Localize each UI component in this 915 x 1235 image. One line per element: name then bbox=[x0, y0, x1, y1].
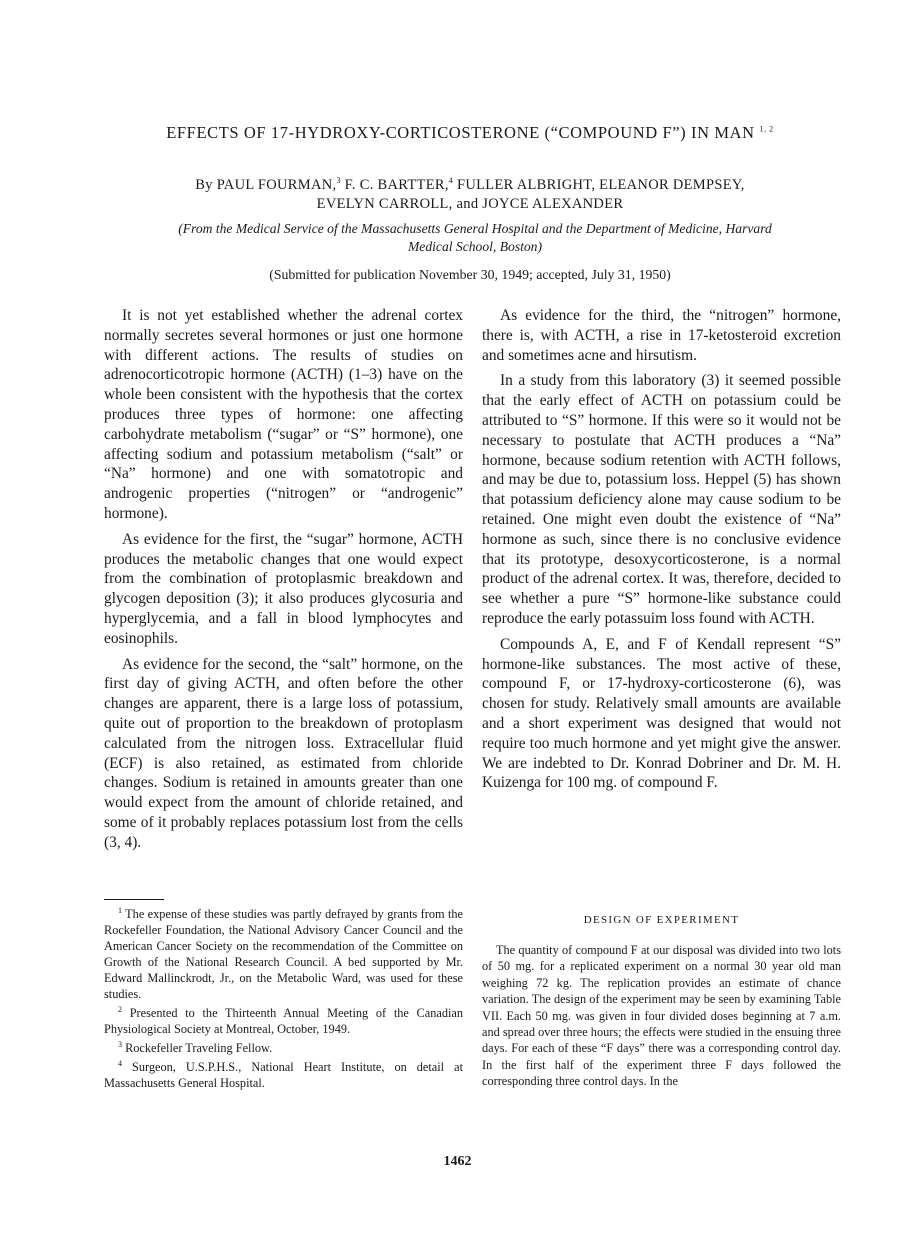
footnote-text: Presented to the Thirteenth Annual Meeting of the Canadian Physiological Society at Montreal, October, 1949. bbox=[104, 1006, 463, 1036]
footnote-text: Rockefeller Traveling Fellow. bbox=[125, 1041, 273, 1055]
authors-rest: FULLER ALBRIGHT, ELEANOR DEMPSEY, EVELYN CARROLL, and JOYCE ALEXANDER bbox=[316, 177, 745, 212]
left-column bbox=[104, 306, 463, 859]
footnote-3 bbox=[104, 1040, 463, 1056]
page-number: 1462 bbox=[443, 1154, 472, 1169]
affiliation: (From the Medical Service of the Massachusetts General Hospital and the Department of Medicine, Harvard Medical School, Boston) bbox=[178, 221, 772, 254]
section-heading: DESIGN OF EXPERIMENT bbox=[583, 914, 740, 926]
body-paragraph: It is not yet established whether the adrenal cortex normally secretes several hormones or just one hormone with different actions. The results of studies on adrenocorticotropic hormone (ACTH) (1–3) have on the whole been consistent with the hypothesis that the cortex produces three types of hormone: one affecting carbohydrate metabolism (“sugar” or “S” hormone), one affecting sodium and potassium metabolism (“salt” or “Na” hormone) and one with somatotropic and androgenic properties (“nitrogen” or “androgenic” hormone). bbox=[104, 307, 463, 522]
authors-by: By bbox=[195, 177, 213, 193]
footnote-2 bbox=[104, 1005, 463, 1037]
body-paragraph: As evidence for the first, the “sugar” hormone, ACTH produces the metabolic changes that one would expect from the combination of protoplasmic breakdown and glycogen deposition (3); it also produces glycosuria and hyperglycemia, and a fall in blood lymphocytes and eosinophils. bbox=[104, 530, 463, 647]
title-footnote-marks: 1, 2 bbox=[759, 124, 774, 134]
design-section bbox=[482, 942, 841, 1090]
body-paragraph: Compounds A, E, and F of Kendall represent “S” hormone-like substances. The most active of these, compound F, or 17-hydroxy-corticosterone (6), was chosen for study. Relatively small amounts are available and a short experiment was designed that would not require too much hormone and yet might give the answer. We are indebted to Dr. Konrad Dobriner and Dr. M. H. Kuizenga for 100 mg. of compound F. bbox=[482, 635, 841, 792]
footnote-4 bbox=[104, 1059, 463, 1091]
footnote-text: The expense of these studies was partly defrayed by grants from the Rockefeller Foundation, the National Advisory Cancer Council and the American Cancer Society on the recommendation of the Committee on Growth of the National Research Council. A bed supported by Mr. Edward Mallinckrodt, Jr., on the Metabolic Ward, was used for these studies. bbox=[104, 907, 463, 1001]
footnote-mark: 1 bbox=[118, 905, 122, 915]
submission-dates: (Submitted for publication November 30, 1949; accepted, July 31, 1950) bbox=[269, 267, 671, 282]
footnotes bbox=[104, 906, 463, 1094]
footnote-mark: 2 bbox=[118, 1004, 122, 1014]
footnote-1 bbox=[104, 906, 463, 1002]
author-2-note: 4 bbox=[448, 176, 454, 186]
article-title-text: EFFECTS OF 17-HYDROXY-CORTICOSTERONE (“COMPOUND F”) IN MAN bbox=[166, 123, 755, 142]
right-column bbox=[482, 306, 841, 799]
author-1: PAUL FOURMAN, bbox=[216, 177, 337, 193]
footnote-rule bbox=[104, 899, 164, 900]
author-1-note: 3 bbox=[336, 176, 341, 186]
author-2: F. C. BARTTER, bbox=[340, 177, 449, 193]
author-list bbox=[180, 176, 760, 214]
body-paragraph: As evidence for the third, the “nitrogen” hormone, there is, with ACTH, a rise in 17-ketosteroid excretion and sometimes acne and hirsutism. bbox=[482, 307, 841, 364]
body-paragraph: In a study from this laboratory (3) it seemed possible that the early effect of ACTH on potassium could be attributed to “S” hormone. If this were so it would not be necessary to postulate that ACTH produces a “Na” hormone, because sodium retention with ACTH follows, and may be due to, potassium loss. Heppel (5) has shown that potassium deficiency alone may cause sodium to be retained. One might even doubt the existence of “Na” hormone as such, since there is no conclusive evidence that its prototype, desoxycorticosterone, is a normal product of the adrenal cortex. It was, therefore, decided to see whether a pure “S” hormone-like substance could reproduce the early potassuim loss found with ACTH. bbox=[482, 372, 841, 627]
design-paragraph: The quantity of compound F at our disposal was divided into two lots of 50 mg. for a replicated experiment on a normal 30 year old man weighing 72 kg. The replication provides an estimate of chance variation. The design of the experiment may be seen by examining Table VII. Each 50 mg. was given in four divided doses beginning at 7 a.m. and spread over three hours; the effects were studied in the ensuing three days. For each of these “F days” there was a corresponding control day. In the first half of the experiment three F days followed the corresponding three control days. In the bbox=[482, 943, 841, 1089]
footnote-mark: 3 bbox=[118, 1039, 122, 1049]
article-title bbox=[150, 122, 790, 143]
body-paragraph: As evidence for the second, the “salt” hormone, on the first day of giving ACTH, and often before the other changes are apparent, there is a large loss of potassium, quite out of proportion to the breakdown of protoplasm calculated from the nitrogen loss. Extracellular fluid (ECF) is also retained, as estimated from chloride changes. Sodium is retained in amounts greater than one would expect from the amount of chloride retained, and some of it probably replaces potassium lost from the cells (3, 4). bbox=[104, 655, 463, 851]
footnote-text: Surgeon, U.S.P.H.S., National Heart Institute, on detail at Massachusetts General Hospital. bbox=[104, 1060, 464, 1090]
footnote-mark: 4 bbox=[118, 1058, 122, 1068]
